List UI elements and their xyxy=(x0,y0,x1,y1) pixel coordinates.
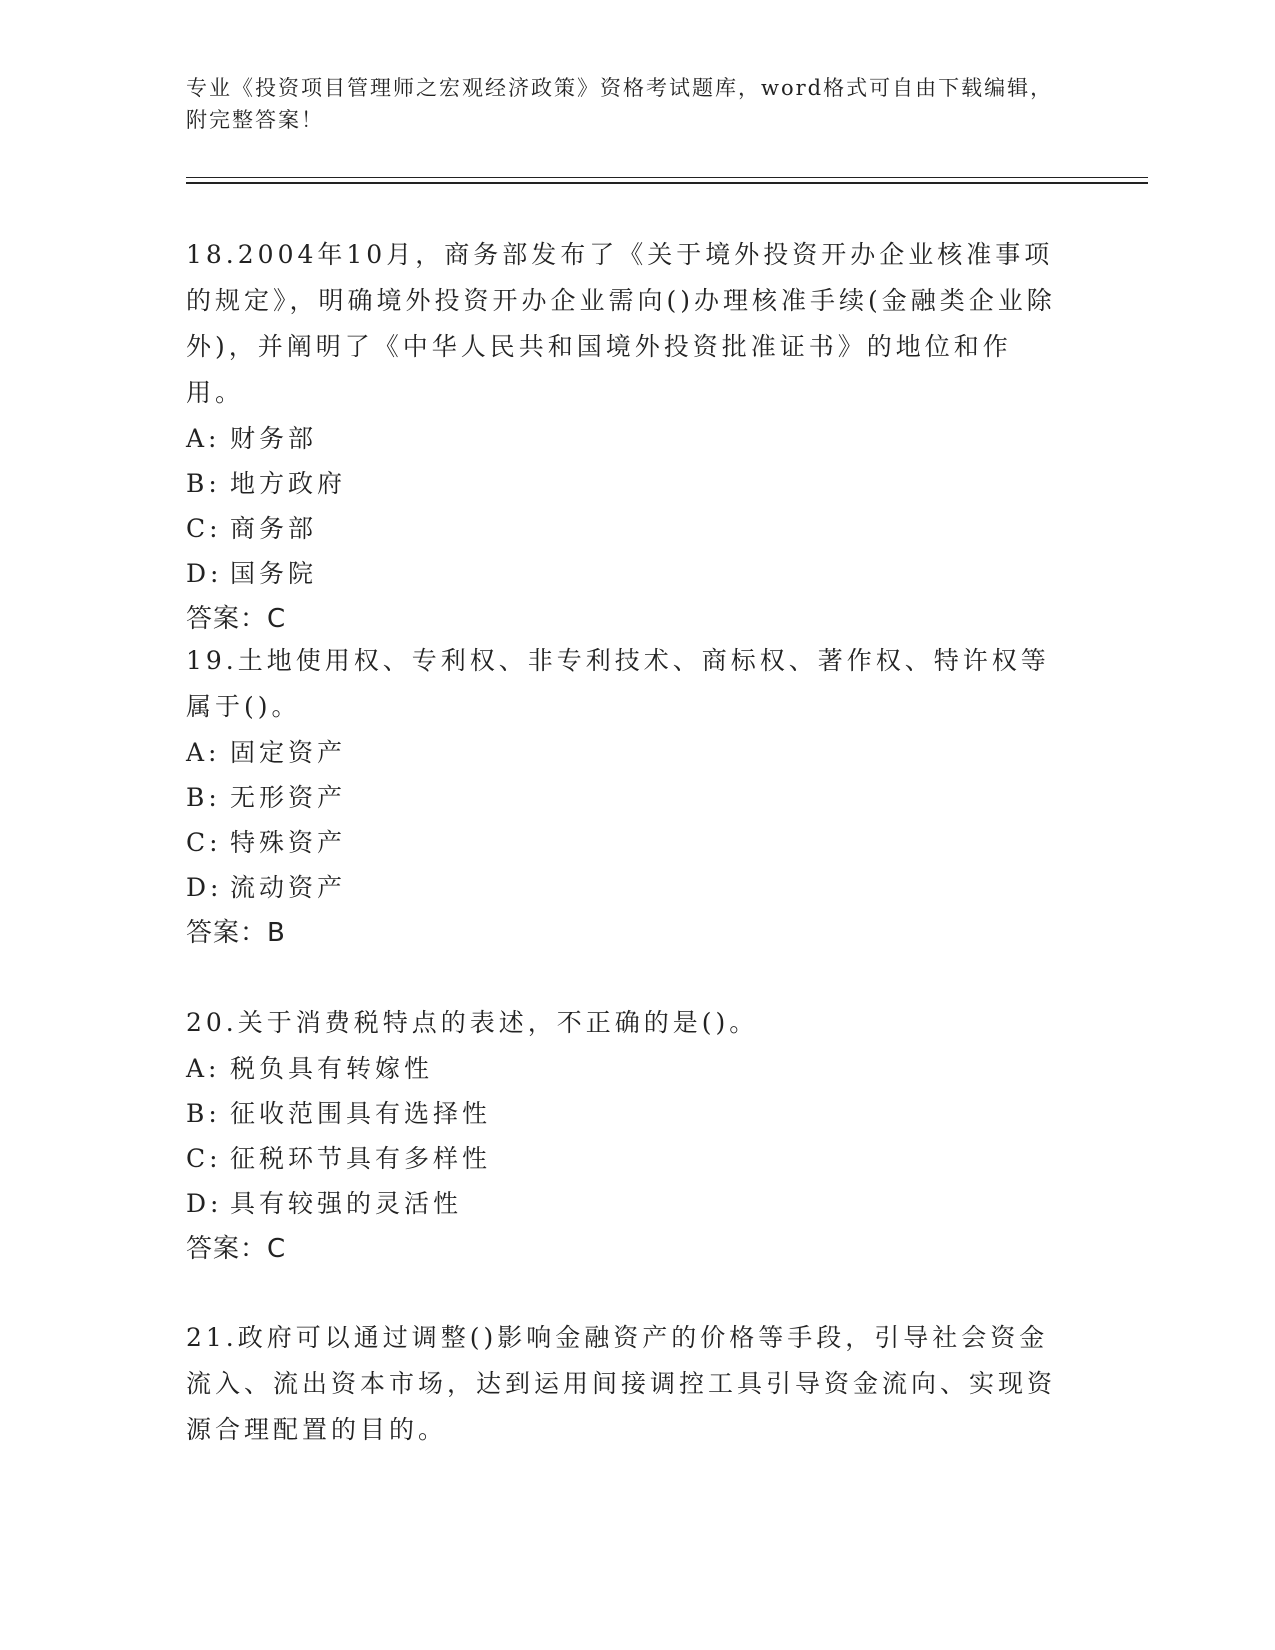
option-text: 税负具有转嫁性 xyxy=(230,1054,434,1083)
option-d xyxy=(186,551,1066,596)
option-d xyxy=(186,1181,1066,1226)
question-20 xyxy=(186,1000,1066,1272)
option-letter: C: xyxy=(186,514,222,543)
answer: 答案：C xyxy=(186,1234,287,1264)
option-letter: C: xyxy=(186,1144,222,1173)
option-text: 国务院 xyxy=(230,559,318,588)
option-letter: B: xyxy=(186,1099,221,1128)
option-letter: A: xyxy=(186,424,221,453)
question-21 xyxy=(186,1315,1066,1453)
option-text: 商务部 xyxy=(230,514,318,543)
option-a xyxy=(186,416,1066,461)
answer: 答案：B xyxy=(186,918,286,948)
option-text: 流动资产 xyxy=(230,873,347,902)
question-text: 19.土地使用权、专利权、非专利技术、商标权、著作权、特许权等属于()。 xyxy=(186,646,1050,721)
option-letter: D: xyxy=(186,559,223,588)
answer: 答案：C xyxy=(186,604,287,634)
option-text: 征收范围具有选择性 xyxy=(230,1099,492,1128)
option-text: 财务部 xyxy=(230,424,318,453)
option-a xyxy=(186,730,1066,775)
option-b xyxy=(186,1091,1066,1136)
option-b xyxy=(186,461,1066,506)
option-c xyxy=(186,1136,1066,1181)
option-text: 征税环节具有多样性 xyxy=(230,1144,492,1173)
option-c xyxy=(186,820,1066,865)
option-text: 具有较强的灵活性 xyxy=(230,1189,463,1218)
option-text: 无形资产 xyxy=(230,783,347,812)
option-letter: A: xyxy=(186,738,221,767)
option-letter: A: xyxy=(186,1054,221,1083)
option-letter: B: xyxy=(186,783,221,812)
option-b xyxy=(186,775,1066,820)
question-19 xyxy=(186,638,1066,956)
option-letter: B: xyxy=(186,469,221,498)
header-divider xyxy=(186,177,1148,178)
option-letter: C: xyxy=(186,828,222,857)
question-text: 20.关于消费税特点的表述，不正确的是()。 xyxy=(186,1008,759,1037)
question-18 xyxy=(186,232,1066,642)
option-a xyxy=(186,1046,1066,1091)
header-divider-thick xyxy=(186,182,1148,184)
option-text: 特殊资产 xyxy=(230,828,347,857)
option-d xyxy=(186,865,1066,910)
document-header: 专业《投资项目管理师之宏观经济政策》资格考试题库，word格式可自由下载编辑，附完整答案！ xyxy=(186,76,1054,132)
question-text: 18.2004年10月，商务部发布了《关于境外投资开办企业核准事项的规定》，明确境外投资开办企业需向()办理核准手续(金融类企业除外)，并阐明了《中华人民共和国境外投资批准证书》的地位和作用。 xyxy=(186,240,1056,407)
option-text: 地方政府 xyxy=(230,469,347,498)
option-text: 固定资产 xyxy=(230,738,347,767)
question-text: 21.政府可以通过调整()影响金融资产的价格等手段，引导社会资金流入、流出资本市场，达到运用间接调控工具引导资金流向、实现资源合理配置的目的。 xyxy=(186,1323,1057,1444)
option-letter: D: xyxy=(186,1189,223,1218)
option-letter: D: xyxy=(186,873,223,902)
option-c xyxy=(186,506,1066,551)
